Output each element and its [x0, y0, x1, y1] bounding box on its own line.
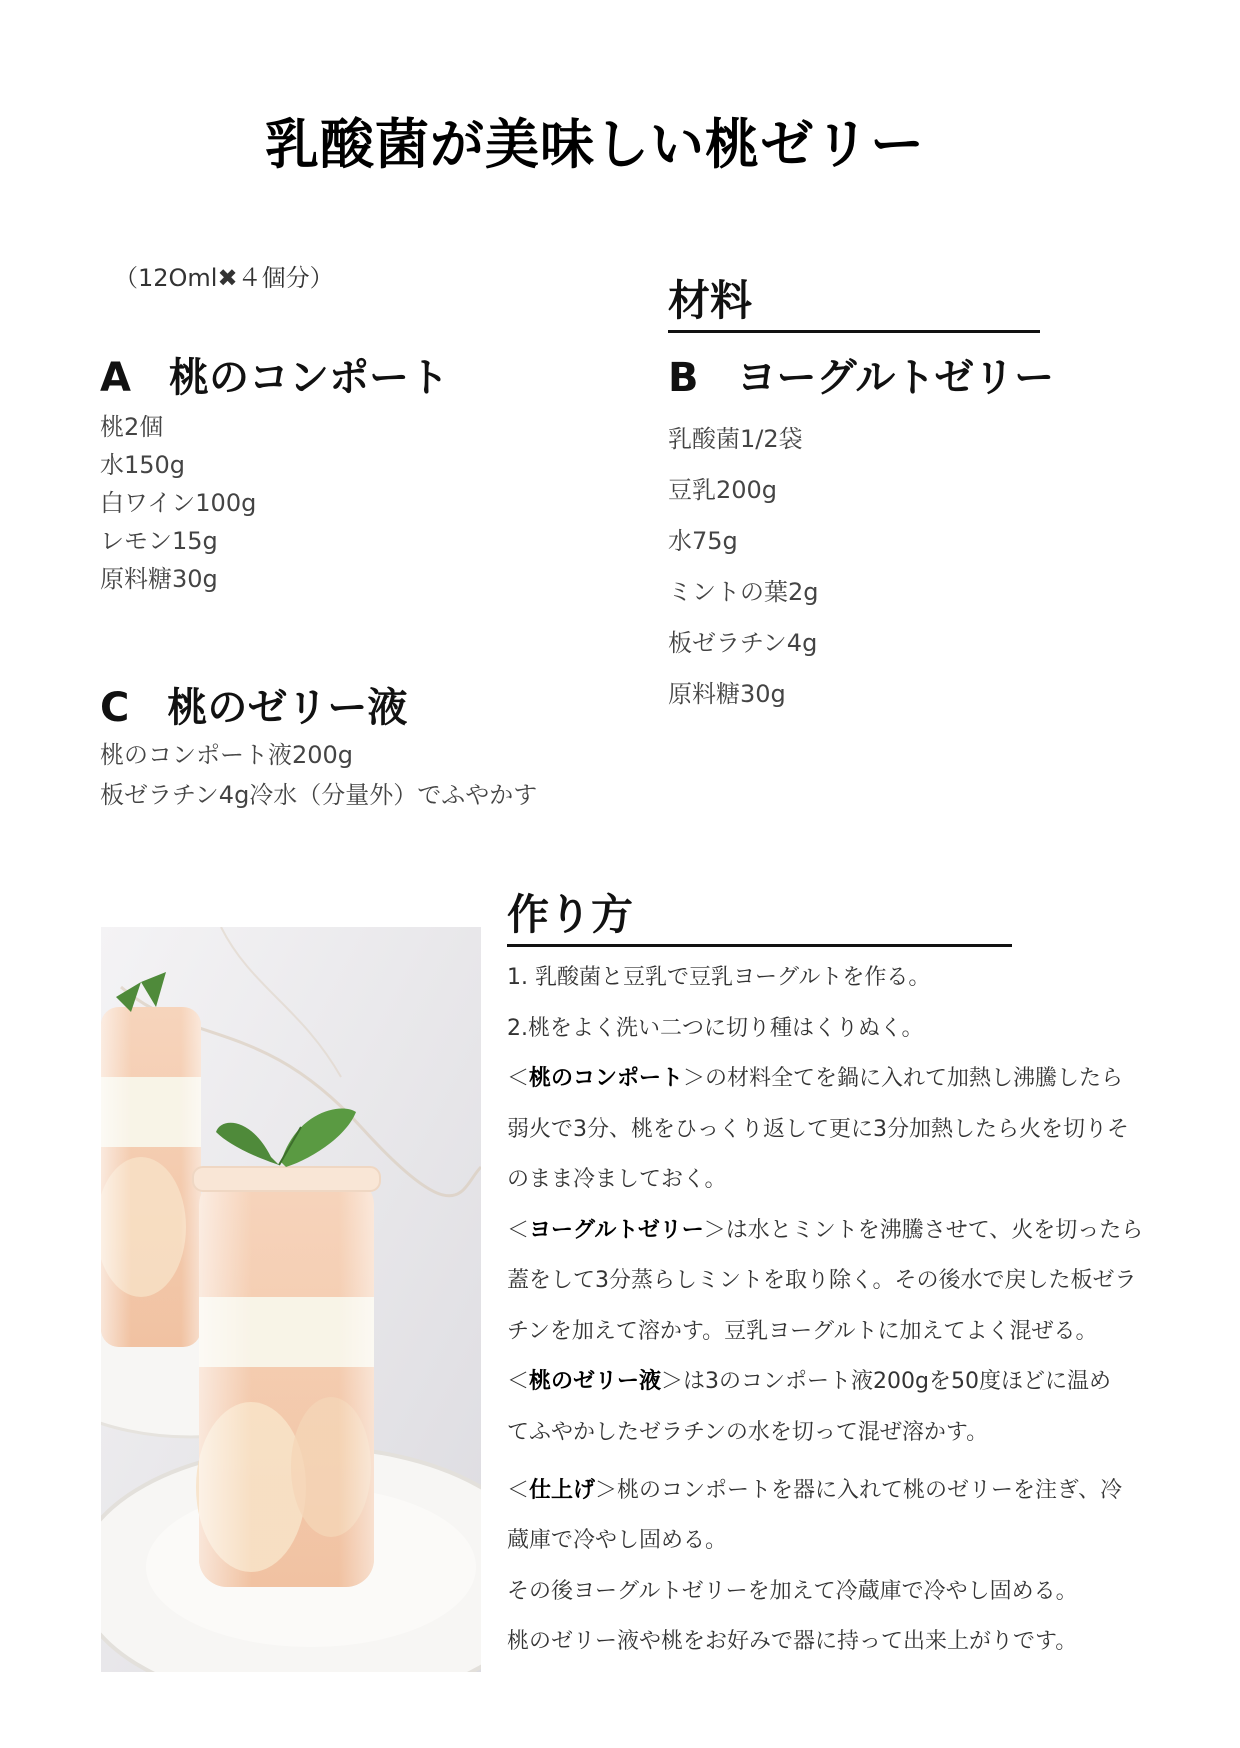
bracket: ＜ [507, 1217, 530, 1243]
step-2: 2.桃をよく洗い二つに切り種はくりぬく。 [507, 1015, 924, 1041]
ingredient-item: 水150g [100, 451, 186, 479]
step-3-cont: 弱火で3分、桃をひっくり返して更に3分加熱したら火を切りそ [507, 1116, 1129, 1142]
materials-heading-text: 材料 [668, 276, 753, 325]
step-6-text: ＞桃のコンポートを器に入れて桃のゼリーを注ぎ、冷 [595, 1477, 1123, 1503]
section-c-title: 桃のゼリー液 [167, 685, 408, 731]
step-6 [507, 1473, 1157, 1524]
step-6-cont: 蔵庫で冷やし固める。 [507, 1528, 728, 1553]
section-c-heading [100, 676, 407, 733]
step-4 [507, 1213, 1157, 1264]
section-b-title: ヨーグルトゼリー [736, 355, 1055, 401]
ingredient-item: 板ゼラチン4g冷水（分量外）でふやかす [100, 781, 538, 809]
method-heading-text: 作り方 [507, 890, 634, 939]
section-b-letter: B [668, 355, 699, 401]
method-steps [507, 960, 1157, 1675]
materials-heading [668, 268, 1040, 333]
step-3-text: ＞の材料全てを鍋に入れて加熱し沸騰したら [683, 1066, 1124, 1091]
section-a-letter: A [100, 355, 131, 401]
step-5-cont: てふやかしたゼラチンの水を切って混ぜ溶かす。 [507, 1419, 989, 1445]
ingredient-item: 白ワイン100g [100, 489, 257, 517]
section-c-letter: C [100, 685, 130, 731]
bracket: ＜ [507, 1369, 530, 1394]
section-b-heading [668, 346, 1054, 403]
step-4-cont: チンを加えて溶かす。豆乳ヨーグルトに加えてよく混ぜる。 [507, 1318, 1098, 1344]
step-4-cont: 蓋をして3分蒸らしミントを取り除く。その後水で戻した板ゼラ [507, 1268, 1137, 1293]
section-c-ingredients [100, 735, 537, 815]
step-7: その後ヨーグルトゼリーを加えて冷蔵庫で冷やし固める。 [507, 1578, 1078, 1604]
ingredient-item: 板ゼラチン4g [668, 629, 818, 657]
bracket: ＜ [507, 1066, 530, 1091]
method-heading [507, 882, 1012, 947]
recipe-title: 乳酸菌が美味しい桃ゼリー [265, 113, 925, 176]
ingredient-item: 乳酸菌1/2袋 [668, 425, 803, 453]
step-5-text: ＞は3のコンポート液200gを50度ほどに温め [661, 1369, 1111, 1394]
ingredient-item: 水75g [668, 527, 738, 555]
step-5-keyword: 桃のゼリー液 [529, 1369, 662, 1394]
ingredient-item: ミントの葉2g [668, 578, 819, 606]
ingredient-item: 原料糖30g [668, 680, 786, 708]
step-1: 1. 乳酸菌と豆乳で豆乳ヨーグルトを作る。 [507, 965, 931, 990]
section-a-title: 桃のコンポート [168, 355, 449, 401]
bracket: ＜ [507, 1477, 530, 1503]
ingredient-item: 原料糖30g [100, 565, 218, 593]
servings-note: （12Oml✖４個分） [114, 264, 334, 292]
step-3 [507, 1061, 1157, 1112]
step-4-text: ＞は水とミントを沸騰させて、火を切ったら [703, 1217, 1144, 1243]
step-4-keyword: ヨーグルトゼリー [529, 1217, 704, 1243]
section-a-heading [100, 346, 449, 403]
step-6-keyword: 仕上げ [529, 1477, 596, 1503]
section-a-ingredients [100, 408, 256, 598]
peach-jelly-illustration [101, 927, 481, 1672]
step-5 [507, 1364, 1157, 1415]
step-8: 桃のゼリー液や桃をお好みで器に持って出来上がりです。 [507, 1629, 1078, 1654]
ingredient-item: 豆乳200g [668, 476, 778, 504]
peach-jelly-photo [101, 927, 481, 1672]
ingredient-item: 桃のコンポート液200g [100, 741, 354, 769]
step-3-cont: のまま冷ましておく。 [507, 1167, 727, 1192]
section-b-ingredients [668, 414, 819, 720]
ingredient-item: レモン15g [100, 527, 218, 555]
ingredient-item: 桃2個 [100, 413, 164, 441]
step-3-keyword: 桃のコンポート [529, 1066, 684, 1091]
